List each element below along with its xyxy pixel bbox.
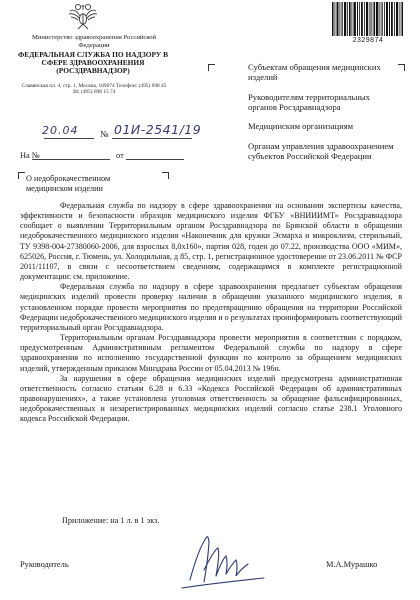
- date-underline: [44, 138, 94, 139]
- addressee-bracket-left: [208, 64, 215, 71]
- reference-number-label: На №: [20, 151, 40, 160]
- number-sign: №: [100, 129, 109, 139]
- reference-number-line: [32, 159, 110, 160]
- reference-date-label: от: [116, 151, 124, 160]
- barcode-icon: [332, 2, 404, 36]
- eagle-emblem-icon: [67, 2, 99, 32]
- service-address: Славянская пл. 4, стр. 1, Москва, 109074 Телефон: (495) 698 45 38; (495) 698 15 74: [21, 83, 167, 96]
- addressee-item: Медицинским организациям: [248, 121, 354, 132]
- addressee-item: Субъектам обращения медицинских изделий: [248, 62, 381, 83]
- letter-subject: О недоброкачественном медицинском изделии: [26, 174, 111, 193]
- document-number-handwritten: 01И-2541/19: [114, 122, 202, 137]
- body-paragraph: Территориальным органам Росздравнадзора провести мероприятия в соответствии с порядком, предусмотренным Административным регламентом Федеральной службы по надзору в сфере здравоохранения по исполнению государственной функции по контролю за обращением медицинских изделий, утвержденным приказом Минздрава России от 05.04.2013 № 196н.: [20, 333, 402, 373]
- signatory-name: М.А.Мурашко: [326, 560, 378, 569]
- ministry-name: Министерство здравоохранения Российской Федерации: [31, 34, 157, 49]
- body-paragraph: Федеральная служба по надзору в сфере здравоохранения предлагает субъектам обращения медицинских изделий провести проверку наличия в обращении указанного медицинского изделия, в установленном порядке провести мероприятия по предотвращению обращения на территории Российской Федерации недоброкачественного медицинского изделия и о результатах проинформировать соответствующий территориальный орган Росздравнадзора.: [20, 282, 402, 332]
- barcode-number: 2329874: [352, 37, 384, 44]
- body-paragraph: За нарушения в сфере обращения медицинских изделий предусмотрена административная ответственность согласно статьям 6.28 и 6.33 «Кодекса Российской Федерации об административных правонарушениях», а также установлена уголовная ответственность за обращение фальсифицированных, недоброкачественных и незарегистрированных медицинских изделий согласно статье 238.1 Уголовного кодекса Российской Федерации.: [20, 373, 402, 424]
- signatory-role: Руководитель: [20, 560, 69, 569]
- reference-date-line: [126, 159, 184, 160]
- date-handwritten: 20.04: [42, 124, 79, 137]
- addressee-block: [218, 62, 394, 170]
- letter-body: [20, 201, 402, 424]
- addressee-bracket-right: [398, 64, 405, 71]
- attachment-note: Приложение: на 1 л. в 1 экз.: [62, 516, 160, 525]
- number-underline: [112, 138, 192, 139]
- subject-bracket-right: [162, 172, 169, 179]
- addressee-item: Органам управления здравоохранением субъектов Российской Федерации: [248, 140, 394, 161]
- service-name: ФЕДЕРАЛЬНАЯ СЛУЖБА ПО НАДЗОРУ В СФЕРЕ ЗДРАВООХРАНЕНИЯ (РОСЗДРАВНАДЗОР): [17, 50, 169, 76]
- addressee-item: Руководителям территориальных органов Росздравнадзора: [248, 91, 370, 112]
- body-paragraph: Федеральная служба по надзору в сфере здравоохранения на основании экспертизы качества, эффективности и безопасности образцов медицинского изделия ФГБУ «ВНИИИМТ» Росздравнадзора сообщает о выявлении Территориальным органом Росздравнадзора по Брянской области в обращении недоброкачественного медицинского изделия «Наконечник для кружки Эсмарха и микроклизм, стерильный, ТУ 9398-004-27380060-2006, для взрослых 8,0х160», партия 028, годен до 07.22, производства ООО «МИМ», 625026, Россия, г. Тюмень, ул. Холодильная, д 85, стр. 1, регистрационное удостоверение от 23.06.2011 № ФСР 2011/11107, в связи с несоответствием сведениям, содержащимся в комплекте регистрационной документации: см. приложение.: [20, 201, 402, 282]
- subject-bracket-left: [18, 172, 25, 179]
- handwritten-signature-icon: [168, 530, 278, 596]
